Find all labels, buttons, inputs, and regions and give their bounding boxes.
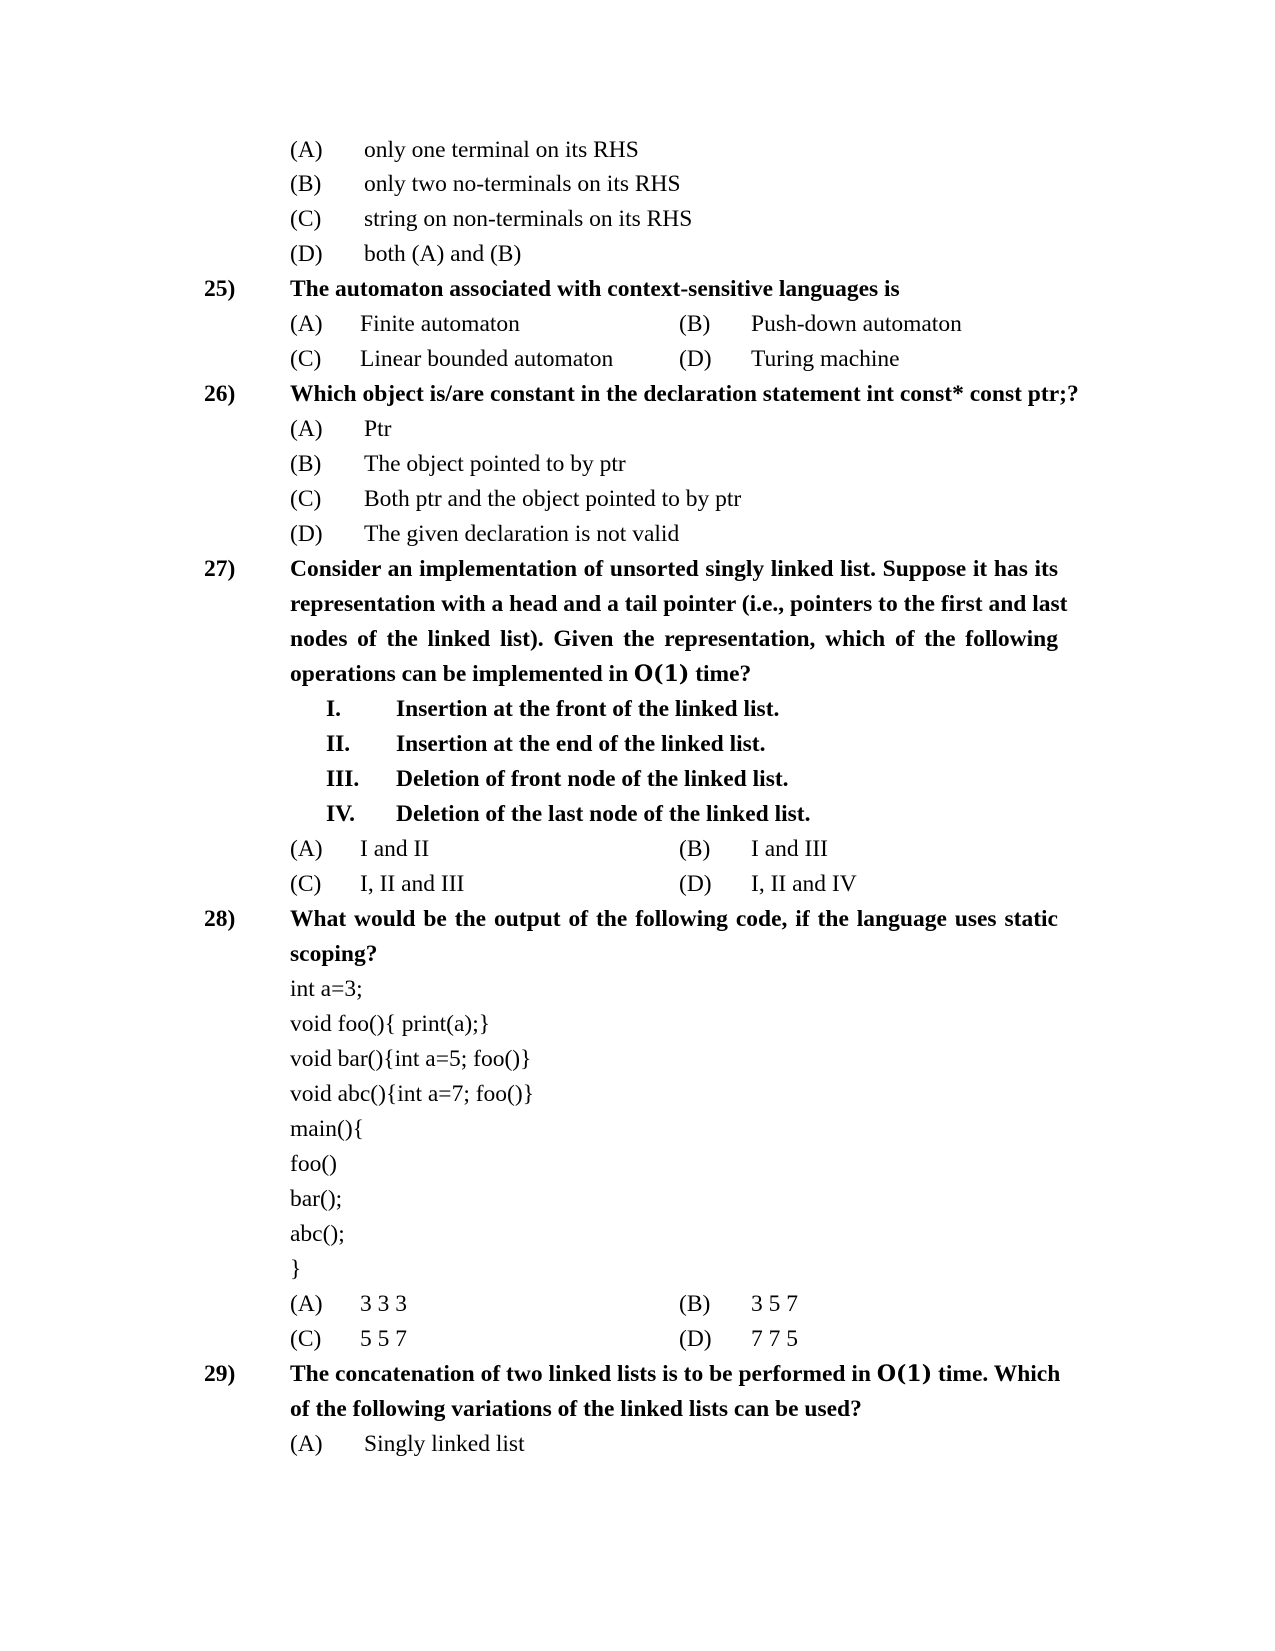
question-number: 28)	[204, 906, 236, 932]
option-text: Both ptr and the object pointed to by ptr	[364, 486, 742, 512]
option-letter: (D)	[290, 241, 323, 267]
option-letter: (D)	[679, 346, 712, 372]
option-letter: (A)	[290, 836, 323, 862]
option-letter: (C)	[290, 346, 322, 372]
statement-number: IV.	[326, 801, 355, 827]
option-text: I and II	[360, 836, 430, 862]
option-letter: (B)	[679, 1291, 711, 1317]
option-text: I, II and IV	[751, 871, 857, 897]
option-text: Linear bounded automaton	[360, 346, 614, 372]
question-number: 26)	[204, 381, 236, 407]
option-text: 3 5 7	[751, 1291, 798, 1317]
option-text: I, II and III	[360, 871, 465, 897]
code-line: void foo(){ print(a);}	[290, 1011, 491, 1037]
math-expression: O(1)	[876, 1361, 933, 1387]
question-number: 27)	[204, 556, 236, 582]
option-text: Ptr	[364, 416, 392, 442]
option-text: The object pointed to by ptr	[364, 451, 626, 477]
option-text: string on non-terminals on its RHS	[364, 206, 693, 232]
code-line: bar();	[290, 1186, 343, 1212]
option-text: 7 7 5	[751, 1326, 798, 1352]
question-text-part: time?	[695, 661, 752, 687]
statement-text: Deletion of the last node of the linked list.	[396, 801, 811, 827]
option-letter: (C)	[290, 206, 322, 232]
code-line: }	[290, 1256, 302, 1282]
statement-number: III.	[326, 766, 360, 792]
option-text: Push-down automaton	[751, 311, 962, 337]
statement-text: Deletion of front node of the linked list.	[396, 766, 789, 792]
option-text: only two no-terminals on its RHS	[364, 171, 681, 197]
option-text: The given declaration is not valid	[364, 521, 680, 547]
option-letter: (D)	[679, 1326, 712, 1352]
option-letter: (B)	[290, 171, 322, 197]
question-number: 25)	[204, 276, 236, 302]
option-text: Finite automaton	[360, 311, 520, 337]
question-text: Which object is/are constant in the declaration statement int const* const ptr;?	[290, 381, 1079, 407]
code-line: int a=3;	[290, 976, 363, 1002]
option-letter: (B)	[679, 836, 711, 862]
option-text: only one terminal on its RHS	[364, 137, 639, 163]
question-text-line: representation with a head and a tail pointer (i.e., pointers to the first and last	[290, 591, 1068, 617]
question-text-line: scoping?	[290, 941, 378, 967]
option-text: Singly linked list	[364, 1431, 525, 1457]
statement-text: Insertion at the front of the linked list.	[396, 696, 780, 722]
option-letter: (D)	[290, 521, 323, 547]
option-letter: (B)	[290, 451, 322, 477]
option-letter: (C)	[290, 486, 322, 512]
option-letter: (C)	[290, 871, 322, 897]
option-letter: (D)	[679, 871, 712, 897]
code-line: foo()	[290, 1151, 337, 1177]
option-letter: (A)	[290, 416, 323, 442]
code-line: void abc(){int a=7; foo()}	[290, 1081, 534, 1107]
statement-number: II.	[326, 731, 351, 757]
question-text-part: operations can be implemented in	[290, 661, 629, 687]
option-letter: (A)	[290, 137, 323, 163]
question-text-line	[290, 663, 751, 687]
question-number: 29)	[204, 1361, 236, 1387]
question-text-part: time. Which	[938, 1361, 1061, 1387]
code-line: void bar(){int a=5; foo()}	[290, 1046, 532, 1072]
statement-text: Insertion at the end of the linked list.	[396, 731, 766, 757]
math-expression: O(1)	[634, 661, 690, 687]
option-letter: (A)	[290, 1291, 323, 1317]
code-line: abc();	[290, 1221, 345, 1247]
question-text-line	[290, 1361, 1061, 1387]
option-text: Turing machine	[751, 346, 900, 372]
option-letter: (A)	[290, 311, 323, 337]
option-text: 3 3 3	[360, 1291, 407, 1317]
option-text: 5 5 7	[360, 1326, 407, 1352]
option-text: I and III	[751, 836, 828, 862]
question-text-part: The concatenation of two linked lists is to be performed in	[290, 1361, 871, 1387]
question-text-line: nodes of the linked list). Given the representation, which of the following	[290, 626, 1058, 652]
option-text: both (A) and (B)	[364, 241, 522, 267]
statement-number: I.	[326, 696, 342, 722]
option-letter: (C)	[290, 1326, 322, 1352]
question-text-line: of the following variations of the linked lists can be used?	[290, 1396, 862, 1422]
code-line: main(){	[290, 1116, 364, 1142]
option-letter: (A)	[290, 1431, 323, 1457]
question-text: The automaton associated with context-sensitive languages is	[290, 276, 900, 302]
option-letter: (B)	[679, 311, 711, 337]
question-text-line: Consider an implementation of unsorted singly linked list. Suppose it has its	[290, 556, 1058, 582]
question-text-line: What would be the output of the following code, if the language uses static	[290, 906, 1058, 932]
